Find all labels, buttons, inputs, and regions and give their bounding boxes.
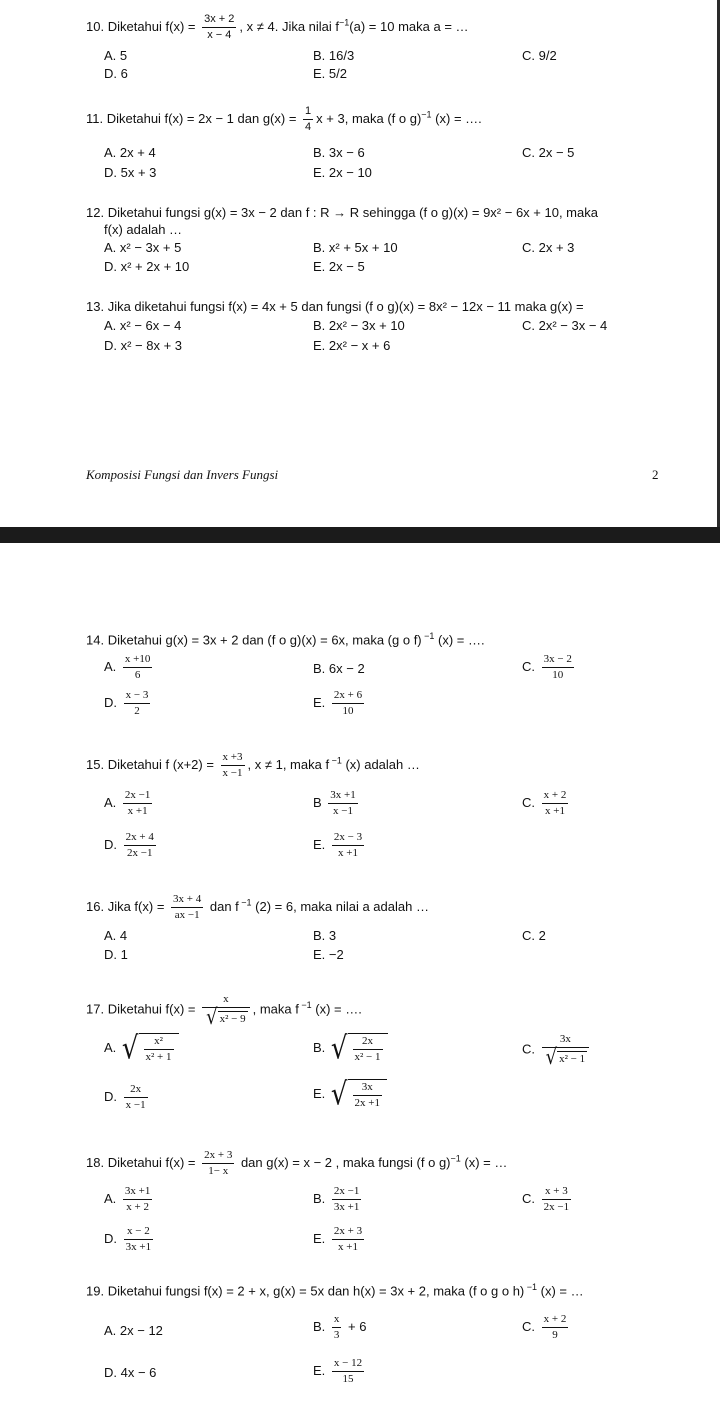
question-number: 15. (86, 756, 105, 772)
numerator: x (332, 1313, 342, 1328)
stem-text: Jika diketahui fungsi f(x) = 4x + 5 dan fungsi (f o g)(x) = 8x² − 12x − 11 maka g(x) = (107, 299, 584, 314)
denominator: 3x +1 (333, 1201, 360, 1213)
denominator: x −1 (125, 1099, 146, 1111)
numerator: 3x − 2 (542, 653, 574, 668)
numerator: x − 12 (332, 1357, 364, 1372)
question-14-stem (86, 629, 485, 647)
stem-text: Diketahui fungsi f(x) = 2 + x, g(x) = 5x dan h(x) = 3x + 2, maka (f o g o h) (107, 1283, 525, 1299)
denominator: 2x −1 (543, 1201, 570, 1213)
document-page-2 (0, 543, 720, 1421)
option-c[interactable]: C. 2x² − 3x − 4 (522, 318, 608, 333)
fraction (542, 1033, 590, 1070)
square-root: √ x² − 1 (545, 1044, 586, 1070)
stem-text: (x) = …. (434, 632, 485, 648)
denominator: x −1 (222, 767, 243, 779)
fraction (542, 1313, 569, 1342)
square-root: √ $\frac{2x}{\text{x² − 1}}$ (331, 1033, 388, 1064)
numerator: 2x + 3 (332, 1225, 364, 1240)
option-e[interactable]: E. −2 (313, 947, 344, 962)
superscript: −1 (339, 17, 350, 28)
question-number: 17. (86, 1001, 105, 1017)
fraction (124, 689, 151, 718)
option-label: A. (104, 1039, 117, 1055)
denominator: 1− x (208, 1165, 229, 1177)
question-17-stem (86, 993, 362, 1030)
stem-text: , x ≠ 4. Jika nilai f (239, 18, 340, 34)
denominator: 4 (305, 121, 312, 133)
stem-text: Diketahui f(x) = (107, 18, 196, 34)
option-a[interactable] (104, 1030, 179, 1067)
option-b[interactable]: B. x² + 5x + 10 (313, 240, 398, 255)
question-number: 11. (86, 110, 104, 126)
option-a[interactable]: A. 2x + 4 (104, 145, 156, 160)
page-number: 2 (652, 467, 659, 482)
option-b[interactable]: B. 3x − 6 (313, 145, 365, 160)
fraction (332, 1185, 361, 1214)
fraction (542, 1185, 571, 1214)
denominator: 10 (342, 705, 354, 717)
option-label: E. (313, 694, 326, 710)
option-label: B. (313, 1318, 326, 1334)
stem-text: Diketahui f(x) = 2x − 1 dan g(x) = (106, 110, 297, 126)
denominator: 15 (342, 1373, 354, 1385)
stem-text: Diketahui fungsi g(x) = 3x − 2 dan f : R → R sehingga (f o g)(x) = 9x² − 6x + 10, maka (107, 205, 598, 220)
option-label: C. (522, 1190, 535, 1206)
option-d[interactable]: D. x² + 2x + 10 (104, 259, 190, 274)
denominator: x² − 1 (354, 1051, 381, 1063)
question-13-stem (86, 299, 584, 314)
option-label: D. (104, 694, 117, 710)
numerator: 2x (353, 1035, 383, 1050)
denominator: x +1 (338, 1241, 359, 1253)
fraction (542, 789, 569, 818)
option-d[interactable] (104, 689, 153, 718)
denominator: x + 2 (126, 1201, 150, 1213)
option-e[interactable]: E. 2x − 10 (313, 165, 372, 180)
denominator: ax −1 (174, 909, 200, 921)
denominator: 2x +1 (354, 1097, 380, 1109)
numerator: x (202, 993, 250, 1008)
option-b[interactable]: B. 6x − 2 (313, 661, 365, 676)
stem-text: Diketahui f(x) = (107, 1154, 196, 1170)
denominator: x² + 1 (145, 1051, 172, 1063)
fraction (202, 1149, 234, 1178)
fraction (144, 1035, 174, 1064)
option-c[interactable]: C. 9/2 (522, 48, 557, 63)
superscript: −1 (298, 1000, 312, 1011)
fraction (332, 1357, 364, 1386)
denominator: x −1 (333, 805, 354, 817)
option-label: E. (313, 1230, 326, 1246)
option-label: E. (313, 1362, 326, 1378)
option-label: C. (522, 658, 535, 674)
superscript: −1 (421, 109, 432, 120)
numerator: 2x (124, 1083, 148, 1098)
numerator: 3x (542, 1033, 590, 1048)
option-label: D. (104, 1230, 117, 1246)
option-c[interactable] (522, 1185, 574, 1214)
numerator: 3x +1 (123, 1185, 152, 1200)
option-d[interactable]: D. 4x − 6 (104, 1365, 157, 1380)
denominator: x − 4 (207, 29, 232, 41)
stem-text: Diketahui f (x+2) = (107, 756, 214, 772)
option-label: E. (313, 1085, 326, 1101)
square-root: √ $\frac{\text{x²}}{\text{x² + 1}}$ (122, 1033, 179, 1064)
stem-text: dan g(x) = x − 2 , maka fungsi (f o g) (237, 1154, 451, 1170)
fraction (332, 1225, 364, 1254)
option-b[interactable]: B. 3 (313, 928, 337, 943)
fraction (202, 13, 236, 42)
fraction (123, 1185, 152, 1214)
stem-text: Diketahui g(x) = 3x + 2 dan (f o g)(x) = 6x, maka (g o f) (107, 632, 422, 648)
option-b[interactable] (313, 1030, 388, 1067)
question-number: 13. (86, 299, 105, 314)
numerator: 3x +1 (328, 789, 357, 804)
option-label: B. (313, 1039, 326, 1055)
option-label: E. (313, 836, 326, 852)
question-number: 14. (86, 632, 105, 648)
denominator: 2x −1 (127, 847, 153, 859)
stem-text: x + 3, maka (f o g) (316, 110, 422, 126)
option-label: A. (104, 1190, 117, 1206)
stem-text: (x) = …. (431, 110, 482, 126)
radicand: x² − 1 (559, 1052, 586, 1065)
option-d[interactable]: D. 5x + 3 (104, 165, 157, 180)
fraction (202, 993, 250, 1030)
fraction (332, 831, 364, 860)
fraction (124, 1225, 153, 1254)
square-root: √ $\frac{3x}{2x +1}$ (331, 1079, 387, 1110)
stem-text: (a) = 10 maka a = … (349, 18, 469, 34)
option-e[interactable]: E. 2x² − x + 6 (313, 338, 391, 353)
stem-text: Jika f(x) = (107, 898, 165, 914)
stem-text: (x) adalah … (341, 756, 420, 772)
option-label: C. (522, 1318, 535, 1334)
option-c[interactable] (522, 789, 571, 818)
numerator: 2x −1 (123, 789, 152, 804)
fraction (123, 789, 152, 818)
numerator: x² (144, 1035, 174, 1050)
option-b[interactable] (313, 789, 361, 818)
radicand: x² − 9 (219, 1012, 246, 1025)
fraction (303, 105, 313, 134)
option-b[interactable] (313, 1313, 366, 1342)
stem-text: (x) = … (460, 1154, 508, 1170)
option-b[interactable]: B. 16/3 (313, 48, 355, 63)
superscript: −1 (329, 755, 342, 766)
footer-title: Komposisi Fungsi dan Invers Fungsi (86, 467, 279, 482)
fraction (328, 789, 357, 818)
option-e[interactable] (313, 831, 367, 860)
option-d[interactable]: D. 6 (104, 66, 128, 81)
stem-text: , x ≠ 1, maka f (247, 756, 330, 772)
denominator: 3 (333, 1329, 340, 1341)
option-d[interactable] (104, 831, 159, 860)
numerator: x − 2 (124, 1225, 153, 1240)
option-text: + 6 (344, 1318, 367, 1334)
stem-text: , maka f (252, 1001, 299, 1017)
numerator: 3x + 4 (171, 893, 203, 908)
denominator: x +1 (545, 805, 565, 817)
option-label: A. (104, 794, 117, 810)
option-d[interactable] (104, 1225, 156, 1254)
option-a[interactable] (104, 653, 155, 682)
question-12-stem (86, 205, 598, 220)
option-c[interactable]: C. 2 (522, 928, 546, 943)
question-number: 12. (86, 205, 105, 220)
option-c[interactable]: C. 2x − 5 (522, 145, 575, 160)
superscript: −1 (238, 897, 252, 908)
numerator: x + 3 (542, 1185, 571, 1200)
option-e[interactable] (313, 689, 367, 718)
option-c[interactable]: C. 2x + 3 (522, 240, 575, 255)
stem-text: (2) = 6, maka nilai a adalah … (251, 898, 429, 914)
fraction (171, 893, 203, 922)
option-label: A. (104, 658, 117, 674)
option-b[interactable] (313, 1185, 364, 1214)
question-18-stem (86, 1149, 507, 1178)
option-a[interactable]: A. x² − 3x + 5 (104, 240, 182, 255)
numerator: 2x + 4 (124, 831, 156, 846)
numerator: 3x (353, 1081, 382, 1096)
square-root: √ x² − 9 (206, 1004, 246, 1030)
question-19-stem (86, 1280, 584, 1298)
fraction (353, 1081, 382, 1110)
stem-text: Diketahui f(x) = (107, 1001, 196, 1017)
option-e[interactable]: E. 2x − 5 (313, 259, 365, 274)
option-label: B (313, 794, 322, 810)
numerator: 2x − 3 (332, 831, 364, 846)
superscript: −1 (421, 631, 435, 641)
option-c[interactable] (522, 1033, 592, 1070)
option-label: C. (522, 794, 535, 810)
stem-text: (x) = …. (311, 1001, 362, 1017)
option-b[interactable]: B. 2x² − 3x + 10 (313, 318, 405, 333)
numerator: x +3 (221, 751, 245, 766)
option-a[interactable]: A. 4 (104, 928, 128, 943)
denominator: x +1 (127, 805, 148, 817)
question-16-stem (86, 893, 429, 922)
denominator: 3x +1 (125, 1241, 152, 1253)
denominator: 9 (552, 1329, 558, 1341)
numerator: x + 2 (542, 1313, 569, 1328)
fraction (123, 653, 152, 682)
denominator: 10 (552, 669, 564, 681)
option-label: D. (104, 836, 117, 852)
option-a[interactable]: A. 5 (104, 48, 128, 63)
stem-text: dan f (206, 898, 239, 914)
numerator: 3x + 2 (202, 13, 236, 28)
option-d[interactable]: D. 1 (104, 947, 128, 962)
option-d[interactable]: D. x² − 8x + 3 (104, 338, 183, 353)
option-a[interactable]: A. 2x − 12 (104, 1323, 163, 1338)
option-e[interactable] (313, 1225, 367, 1254)
question-10-stem (86, 13, 469, 42)
option-e[interactable] (313, 1357, 367, 1386)
superscript: −1 (524, 1282, 538, 1292)
numerator: 2x + 6 (332, 689, 364, 704)
option-a[interactable]: A. x² − 6x − 4 (104, 318, 182, 333)
fraction (542, 653, 574, 682)
question-11-stem (86, 105, 482, 134)
option-label: D. (104, 1088, 117, 1104)
option-c[interactable] (522, 1313, 571, 1342)
numerator: x − 3 (124, 689, 151, 704)
page-separator (0, 527, 720, 543)
question-15-stem (86, 751, 420, 780)
option-e[interactable] (313, 1076, 387, 1113)
superscript: −1 (450, 1153, 461, 1164)
option-a[interactable] (104, 789, 155, 818)
fraction (124, 1083, 148, 1112)
option-label: C. (522, 1041, 535, 1057)
option-d[interactable] (104, 1083, 151, 1112)
denominator (542, 1044, 590, 1070)
fraction (353, 1035, 383, 1064)
numerator: x +10 (123, 653, 152, 668)
denominator: x +1 (338, 847, 359, 859)
question-number: 18. (86, 1154, 105, 1170)
numerator: 2x + 3 (202, 1149, 234, 1164)
numerator: x + 2 (542, 789, 569, 804)
option-label: B. (313, 1190, 326, 1206)
fraction (221, 751, 245, 780)
numerator: 2x −1 (332, 1185, 361, 1200)
document-page-1 (0, 0, 720, 527)
question-12-stem-line2: f(x) adalah … (104, 222, 183, 237)
fraction (332, 1313, 342, 1342)
denominator: 2 (134, 705, 140, 717)
option-a[interactable] (104, 1185, 155, 1214)
option-e[interactable]: E. 5/2 (313, 66, 347, 81)
fraction (124, 831, 156, 860)
option-c[interactable] (522, 653, 577, 682)
question-number: 16. (86, 898, 105, 914)
numerator: 1 (303, 105, 313, 120)
stem-text: (x) = … (537, 1283, 584, 1299)
denominator (202, 1004, 250, 1030)
question-number: 19. (86, 1283, 105, 1299)
question-number: 10. (86, 18, 105, 34)
fraction (332, 689, 364, 718)
denominator: 6 (134, 669, 141, 681)
